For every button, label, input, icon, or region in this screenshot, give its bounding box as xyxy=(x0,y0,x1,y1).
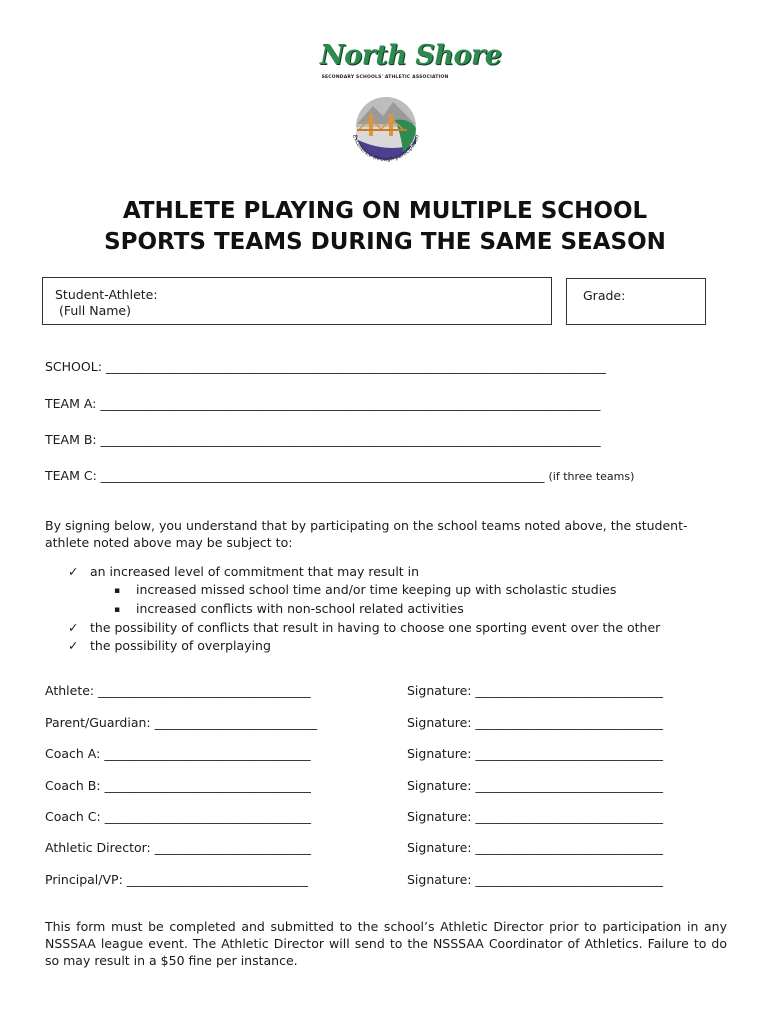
coach-b-name-field[interactable]: Coach B: _________________________________ xyxy=(45,778,311,793)
coach-c-signature-field[interactable]: Signature: ______________________________ xyxy=(407,809,663,824)
team-c-line[interactable]: TEAM C: _______________________________________________________________________ xyxy=(45,468,545,483)
team-c-field[interactable] xyxy=(45,468,634,483)
coach-b-signature-field[interactable]: Signature: ______________________________ xyxy=(407,778,663,793)
grade-field[interactable] xyxy=(566,278,706,325)
parent-name-field[interactable]: Parent/Guardian: __________________________ xyxy=(45,715,318,730)
square-bullet-icon: ▪ xyxy=(114,605,121,615)
student-athlete-label: Student-Athlete: xyxy=(55,287,158,302)
conditions-list xyxy=(68,563,748,655)
list-item: ✓ the possibility of conflicts that result in having to choose one sporting event over the other xyxy=(68,620,661,635)
intro-line-1: By signing below, you understand that by participating on the school teams noted above, the student- xyxy=(45,518,688,533)
logo-wordmark: North Shore xyxy=(320,40,502,71)
list-item: ✓ an increased level of commitment that may result in xyxy=(68,564,420,579)
list-subitem: ▪ increased missed school time and/or time keeping up with scholastic studies xyxy=(68,581,748,600)
principal-signature-field[interactable]: Signature: ______________________________ xyxy=(407,872,663,887)
footer-notice: This form must be completed and submitted to the school’s Athletic Director prior to participation in any NSSSAA league event. The Athletic Director will send to the NSSSAA Coordinator of Athletics. Failure to do so may result in a $50 fine per instance. xyxy=(45,919,727,968)
list-item: ✓ the possibility of overplaying xyxy=(68,638,271,653)
checkmark-icon: ✓ xyxy=(68,564,79,579)
checkmark-icon: ✓ xyxy=(68,638,79,653)
student-athlete-field[interactable] xyxy=(42,277,552,325)
intro-line-2: athlete noted above may be subject to: xyxy=(45,535,293,550)
athlete-name-field[interactable]: Athlete: __________________________________ xyxy=(45,683,311,698)
intro-paragraph xyxy=(45,517,735,551)
athletic-director-signature-field[interactable]: Signature: ______________________________ xyxy=(407,840,663,855)
principal-name-field[interactable]: Principal/VP: _____________________________ xyxy=(45,872,309,887)
coach-a-name-field[interactable]: Coach A: _________________________________ xyxy=(45,746,311,761)
association-logo xyxy=(310,38,502,168)
athlete-signature-field[interactable]: Signature: ______________________________ xyxy=(407,683,663,698)
grade-label: Grade: xyxy=(583,288,626,303)
team-b-field[interactable]: TEAM B: ________________________________________________________________________________ xyxy=(45,432,601,447)
form-title xyxy=(40,196,730,258)
athletic-director-name-field[interactable]: Athletic Director: _________________________ xyxy=(45,840,311,855)
svg-text:Excellence through participati: Excellence through participation xyxy=(351,134,421,164)
logo-subtitle: SECONDARY SCHOOLS' ATHLETIC ASSOCIATION xyxy=(321,75,449,80)
coach-c-name-field[interactable]: Coach C: _________________________________ xyxy=(45,809,311,824)
square-bullet-icon: ▪ xyxy=(114,586,121,596)
bridge-emblem-icon xyxy=(343,84,429,170)
team-a-field[interactable]: TEAM A: ________________________________________________________________________________ xyxy=(45,396,601,411)
school-field[interactable]: SCHOOL: ________________________________________________________________________________ xyxy=(45,359,606,374)
coach-a-signature-field[interactable]: Signature: ______________________________ xyxy=(407,746,663,761)
checkmark-icon: ✓ xyxy=(68,620,79,635)
list-subitem: ▪ increased conflicts with non-school related activities xyxy=(68,600,748,619)
parent-signature-field[interactable]: Signature: ______________________________ xyxy=(407,715,663,730)
team-c-note: (if three teams) xyxy=(548,470,635,483)
full-name-label: (Full Name) xyxy=(59,303,131,318)
title-line-2: SPORTS TEAMS DURING THE SAME SEASON xyxy=(104,229,666,255)
title-line-1: ATHLETE PLAYING ON MULTIPLE SCHOOL xyxy=(122,198,648,224)
